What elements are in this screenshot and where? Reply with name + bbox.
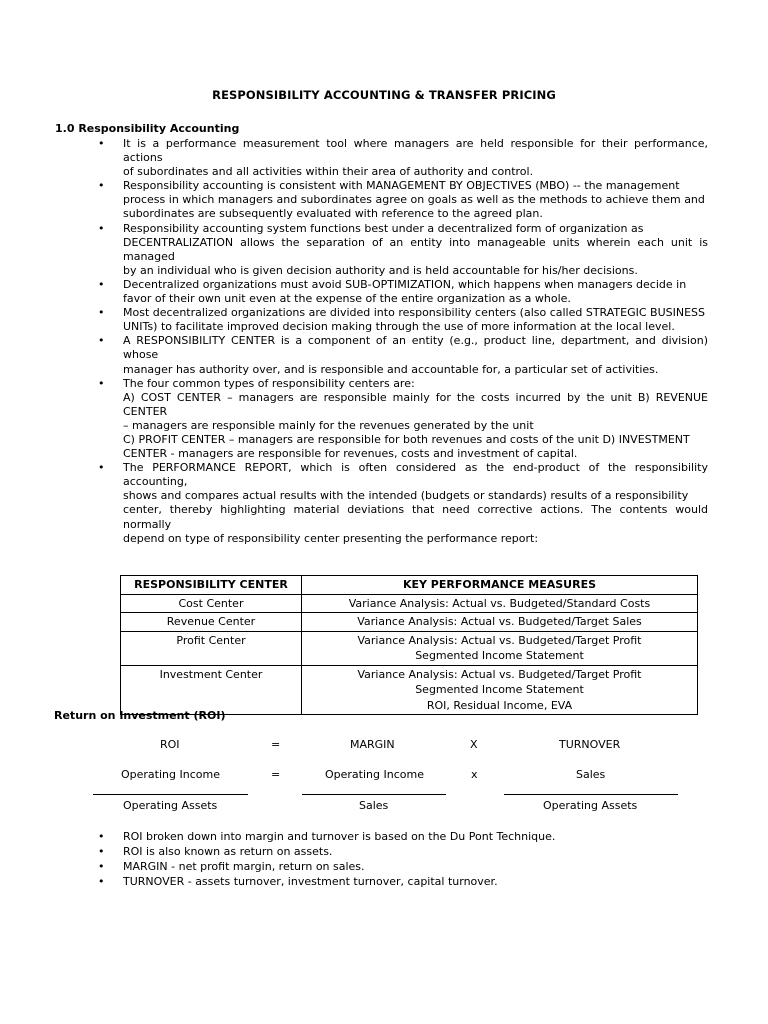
bullet-text-line: by an individual who is given decision authority and is held accountable for his/her decisions. xyxy=(123,263,638,277)
table-cell-measures xyxy=(302,665,698,715)
table-cell-measures xyxy=(302,631,698,665)
responsibility-center-table xyxy=(120,575,698,715)
list-item xyxy=(96,334,708,376)
bullet-icon: • xyxy=(98,461,105,475)
bullet-text-line: Responsibility accounting is consistent with MANAGEMENT BY OBJECTIVES (MBO) -- the management xyxy=(123,179,680,193)
measure-line: Segmented Income Statement xyxy=(415,683,584,696)
table-header-row xyxy=(121,576,698,595)
table-row xyxy=(121,631,698,665)
list-item xyxy=(96,278,708,306)
list-item xyxy=(96,874,708,889)
measure-line: ROI, Residual Income, EVA xyxy=(426,698,573,712)
list-item xyxy=(96,859,708,874)
denominator-operating-assets: Operating Assets xyxy=(123,799,218,812)
table-cell-measures xyxy=(302,613,698,632)
bullet-text-line: The PERFORMANCE REPORT, which is often considered as the end-product of the responsibility accounting, xyxy=(123,461,708,489)
bullet-text-line: process in which managers and subordinates agree on goals as well as the methods to achieve them and xyxy=(123,193,705,207)
table-cell-center: Profit Center xyxy=(121,631,302,665)
bullet-text-line: A) COST CENTER – managers are responsible mainly for the costs incurred by the unit B) REVENUE CENTER xyxy=(123,390,708,418)
section-heading: 1.0 Responsibility Accounting xyxy=(55,122,240,135)
measure-line: Variance Analysis: Actual vs. Budgeted/Target Profit xyxy=(357,633,642,647)
formula-turnover: TURNOVER xyxy=(559,738,621,751)
bullet-text-line: manager has authority over, and is responsible and accountable for, a particular set of activities. xyxy=(123,362,659,376)
table-header-measures: KEY PERFORMANCE MEASURES xyxy=(302,576,698,595)
formula-margin: MARGIN xyxy=(350,738,395,751)
roi-bullet-text: TURNOVER - assets turnover, investment turnover, capital turnover. xyxy=(123,875,498,888)
bullet-text-line: It is a performance measurement tool where managers are held responsible for their performance, actions xyxy=(123,137,708,165)
bullet-icon: • xyxy=(98,860,105,873)
table-cell-center: Cost Center xyxy=(121,594,302,613)
table-header-center: RESPONSIBILITY CENTER xyxy=(121,576,302,595)
document-title: RESPONSIBILITY ACCOUNTING & TRANSFER PRICING xyxy=(212,88,556,102)
bullet-text-line: The four common types of responsibility centers are: xyxy=(123,376,415,390)
bullet-text-line: center, thereby highlighting material deviations that need corrective actions. The contents would normally xyxy=(123,503,708,531)
numerator-sales: Sales xyxy=(576,768,606,781)
measure-line: Variance Analysis: Actual vs. Budgeted/Target Profit xyxy=(357,667,642,681)
denominator-operating-assets-2: Operating Assets xyxy=(543,799,638,812)
bullet-icon: • xyxy=(98,830,105,843)
fraction-rule-turnover xyxy=(504,794,678,795)
bullet-text-line: depend on type of responsibility center presenting the performance report: xyxy=(123,531,539,545)
denominator-sales: Sales xyxy=(359,799,389,812)
bullet-icon: • xyxy=(98,179,105,193)
list-item xyxy=(96,306,708,334)
bullet-text-line: Decentralized organizations must avoid SUB-OPTIMIZATION, which happens when managers decide in xyxy=(123,277,687,291)
measure-line: Variance Analysis: Actual vs. Budgeted/Standard Costs xyxy=(348,596,651,610)
list-item xyxy=(96,844,708,859)
measure-line: Variance Analysis: Actual vs. Budgeted/Target Sales xyxy=(357,615,642,628)
formula-equals-2: = xyxy=(271,768,281,781)
table-cell-center: Revenue Center xyxy=(121,613,302,632)
measure-line: Segmented Income Statement xyxy=(415,649,584,662)
bullet-text-line: C) PROFIT CENTER – managers are responsible for both revenues and costs of the unit D) INVESTMENT xyxy=(123,432,690,446)
bullet-list xyxy=(96,137,708,546)
bullet-text-line: – managers are responsible mainly for the revenues generated by the unit xyxy=(123,418,534,432)
bullet-icon: • xyxy=(98,221,105,235)
bullet-icon: • xyxy=(98,875,105,888)
bullet-icon: • xyxy=(98,137,105,150)
roi-heading: Return on Investment (ROI) xyxy=(54,709,226,722)
table-cell-measures xyxy=(302,594,698,613)
bullet-text-line: A RESPONSIBILITY CENTER is a component of an entity (e.g., product line, department, and division) whose xyxy=(123,334,708,362)
bullet-icon: • xyxy=(98,376,105,390)
bullet-text-line: DECENTRALIZATION allows the separation of an entity into manageable units wherein each unit is managed xyxy=(123,235,708,263)
formula-equals: = xyxy=(271,738,281,751)
fraction-rule-roi xyxy=(93,794,248,795)
bullet-text-line: Most decentralized organizations are divided into responsibility centers (also called STRATEGIC BUSINESS xyxy=(123,306,706,320)
list-item xyxy=(96,179,708,221)
formula-roi: ROI xyxy=(160,738,180,751)
bullet-icon: • xyxy=(98,845,105,858)
bullet-text-line: subordinates are subsequently evaluated with reference to the agreed plan. xyxy=(123,207,543,221)
table-cell-center: Investment Center xyxy=(121,665,302,715)
bullet-text-line: UNITs) to facilitate improved decision making through the use of more information at the local level. xyxy=(123,320,675,334)
roi-bullet-text: ROI is also known as return on assets. xyxy=(123,845,333,858)
formula-multiply: X xyxy=(470,738,478,751)
list-item xyxy=(96,377,708,462)
table-row xyxy=(121,665,698,715)
formula-multiply-2: x xyxy=(471,768,478,781)
bullet-icon: • xyxy=(98,306,105,320)
list-item xyxy=(96,137,708,179)
roi-bullet-text: MARGIN - net profit margin, return on sales. xyxy=(123,860,365,873)
bullet-text-line: shows and compares actual results with the intended (budgets or standards) results of a responsibility xyxy=(123,489,689,503)
bullet-icon: • xyxy=(98,277,105,291)
bullet-text-line: Responsibility accounting system functions best under a decentralized form of organization as xyxy=(123,221,644,235)
bullet-icon: • xyxy=(98,334,105,348)
table-row xyxy=(121,594,698,613)
roi-bullet-list xyxy=(96,829,708,889)
bullet-text-line: CENTER - managers are responsible for revenues, costs and investment of capital. xyxy=(123,447,578,461)
list-item xyxy=(96,222,708,278)
list-item xyxy=(96,829,708,844)
table-row xyxy=(121,613,698,632)
bullet-text-line: favor of their own unit even at the expense of the entire organization as a whole. xyxy=(123,292,571,306)
roi-bullet-text: ROI broken down into margin and turnover is based on the Du Pont Technique. xyxy=(123,830,556,843)
fraction-rule-margin xyxy=(302,794,446,795)
numerator-operating-income-margin: Operating Income xyxy=(325,768,424,781)
numerator-operating-income: Operating Income xyxy=(121,768,220,781)
list-item xyxy=(96,461,708,546)
bullet-text-line: of subordinates and all activities within their area of authority and control. xyxy=(123,165,534,179)
